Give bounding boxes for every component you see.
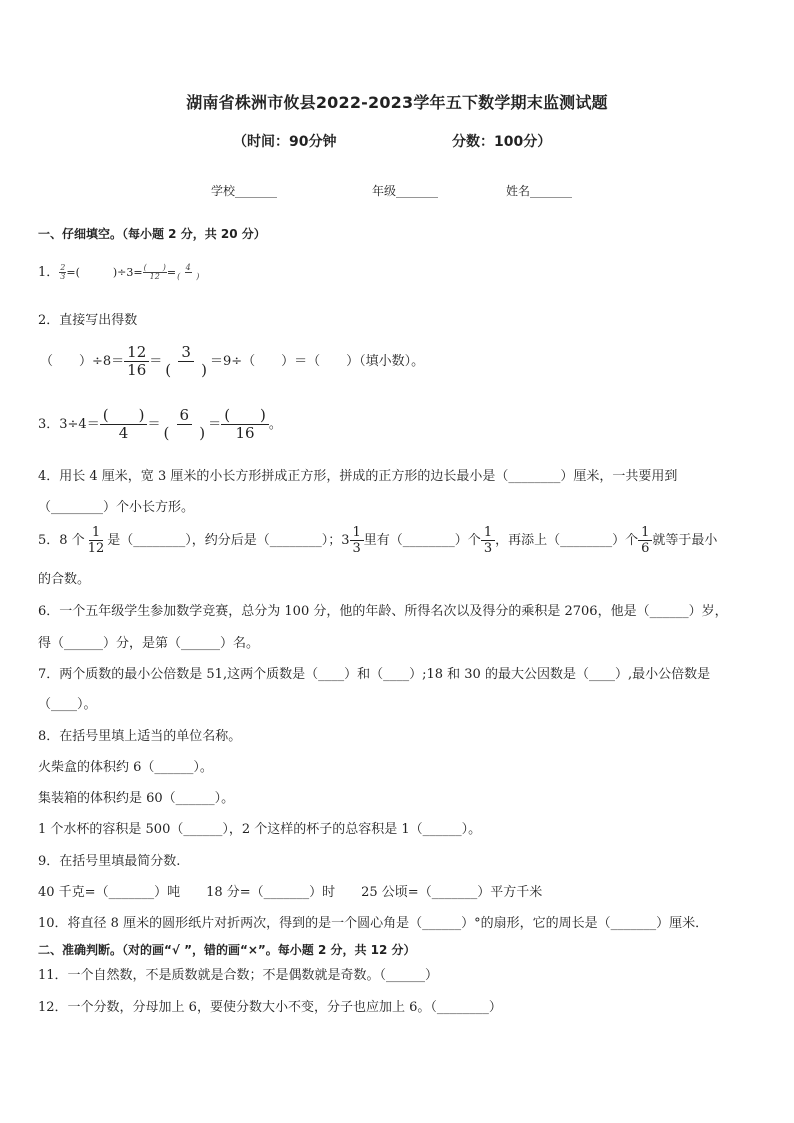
numerator: 1 (638, 526, 652, 541)
numerator: 6 (177, 408, 193, 425)
numerator: 1 (89, 526, 103, 541)
numerator: ( ) (221, 408, 269, 425)
section-2-heading: 二、准确判断。（对的画“√ ”，错的画“×”。每小题 2 分，共 12 分） (38, 943, 416, 957)
question-11: 11．一个自然数，不是质数就是合数；不是偶数就是奇数。（______） (38, 968, 439, 983)
numerator: 1 (350, 526, 364, 541)
expression: 是（________），约分后是（________）；3 (107, 532, 350, 548)
question-7-line-1: 7．两个质数的最小公倍数是 51,这两个质数是（____）和（____）;18 和 30 的最大公因数是（____）,最小公倍数是 (38, 667, 711, 682)
question-8-heading: 8．在括号里填上适当的单位名称。 (38, 729, 242, 744)
question-2-equation (40, 345, 424, 378)
grade-field: 年级_______ (372, 184, 439, 198)
fraction (124, 345, 149, 378)
expression: 里有（________）个 (363, 532, 481, 548)
question-1 (38, 264, 200, 281)
denominator: 12 (87, 541, 105, 556)
expression: 就等于最小 (652, 532, 718, 548)
denominator: 3 (352, 541, 361, 556)
numerator: ( ) (100, 408, 148, 425)
question-4-line-1: 4．用长 4 厘米，宽 3 厘米的小长方形拼成正方形，拼成的正方形的边长最小是（________）厘米，一共要用到 (38, 469, 678, 484)
fraction (85, 526, 108, 555)
equals-sign: ＝ (147, 416, 161, 432)
numerator: 12 (124, 345, 149, 362)
numerator: 3 (178, 345, 194, 362)
question-7-line-2: （____）。 (38, 697, 97, 712)
denominator: ( ) (163, 424, 206, 442)
fraction (160, 408, 208, 441)
school-field: 学校_______ (211, 184, 278, 198)
question-2-heading: 2．直接写出得数 (38, 313, 138, 328)
expression: ＝9÷（ ）＝（ ）（填小数）。 (210, 353, 425, 369)
question-8-item-2: 集装箱的体积约是 60（______）。 (38, 791, 235, 806)
expression: =( )÷3= (66, 265, 143, 279)
fraction (143, 264, 167, 281)
numerator: ( ) (143, 263, 166, 272)
question-5-line-2: 的合数。 (38, 572, 91, 587)
question-12: 12．一个分数，分母加上 6，要使分数大小不变，分子也应加上 6。（________） (38, 1000, 502, 1015)
numerator: 2 (60, 263, 66, 272)
denominator: ( ) (165, 361, 207, 379)
question-10: 10．将直径 8 厘米的圆形纸片对折两次，得到的是一个圆心角是（______）°的扇形，它的周长是（_______）厘米． (38, 916, 709, 931)
equals-sign: ＝ (149, 353, 163, 369)
fraction (176, 264, 200, 281)
denominator: 16 (235, 424, 255, 442)
fraction (481, 526, 495, 555)
fraction (350, 526, 364, 555)
denominator: 3 (60, 272, 66, 281)
period: 。 (268, 416, 282, 432)
question-3 (38, 408, 282, 441)
numerator: 1 (481, 526, 495, 541)
equals-sign: = (166, 265, 177, 279)
fraction (59, 264, 66, 281)
denominator: 4 (118, 424, 129, 442)
exam-score: 分数：100分） (452, 134, 552, 150)
denominator: 6 (641, 541, 650, 556)
fraction (100, 408, 148, 441)
question-4-line-2: （________）个小长方形。 (38, 500, 195, 515)
question-number: 1． (38, 264, 60, 280)
expression: 5．8 个 (38, 532, 85, 548)
denominator: ( ) (177, 272, 200, 281)
question-8-item-1: 火柴盒的体积约 6（______）。 (38, 760, 213, 775)
question-6-line-2: 得（______）分，是第（______）名。 (38, 636, 260, 651)
fraction (638, 526, 652, 555)
section-1-heading: 一、仔细填空。（每小题 2 分，共 20 分） (38, 227, 266, 241)
question-6-line-1: 6．一个五年级学生参加数学竞赛，总分为 100 分，他的年龄、所得名次以及得分的乘积是 2706，他是（______）岁， (38, 604, 728, 619)
expression: ，再添上（________）个 (495, 532, 639, 548)
question-8-item-3: 1 个水杯的容积是 500（______），2 个这样的杯子的总容积是 1（______）。 (38, 822, 482, 837)
fraction (221, 408, 269, 441)
denominator: 3 (483, 541, 493, 556)
page-title: 湖南省株洲市攸县2022-2023学年五下数学期末监测试题 (186, 93, 608, 112)
question-9-heading: 9．在括号里填最简分数. (38, 854, 181, 869)
expression: 3．3÷4＝ (38, 416, 100, 432)
denominator: 12 (149, 272, 160, 281)
name-field: 姓名_______ (506, 184, 573, 198)
equals-sign: ＝ (208, 416, 222, 432)
denominator: 16 (127, 361, 147, 379)
exam-time: （时间：90分钟 (233, 134, 337, 150)
question-9-items: 40 千克=（_______）吨 18 分=（_______）时 25 公顷=（_______）平方千米 (38, 885, 543, 900)
question-5 (38, 526, 717, 555)
numerator: 4 (185, 263, 191, 272)
fraction (162, 345, 210, 378)
expression: （ ）÷8＝ (40, 353, 125, 369)
